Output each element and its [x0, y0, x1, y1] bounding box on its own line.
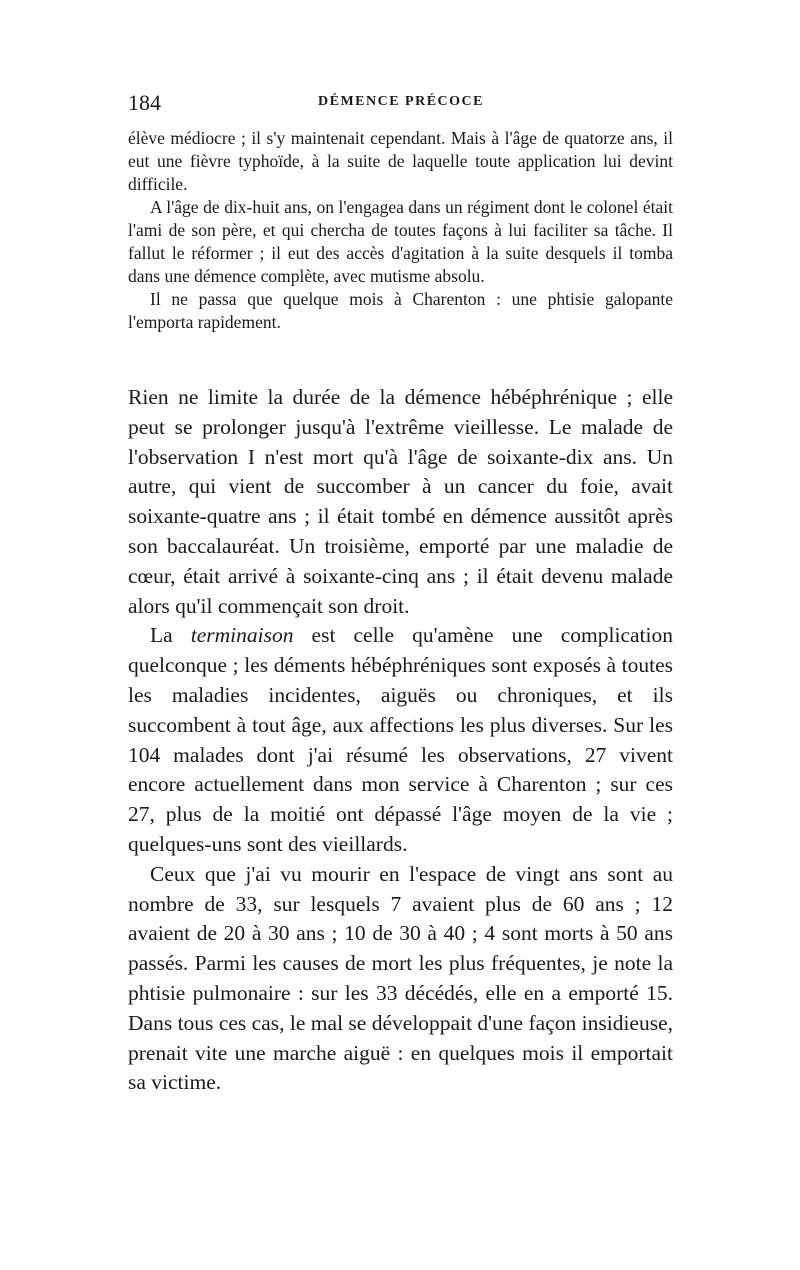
case-note-block: [128, 127, 673, 334]
case-note-paragraph-2: A l'âge de dix-huit ans, on l'engagea dans un régiment dont le colonel était l'ami de son père, et qui chercha de toutes façons à lui faciliter sa tâche. Il fallut le réformer ; il eut des accès d'agitation à la suite desquels il tomba dans une démence complète, avec mutisme absolu.: [128, 197, 673, 286]
running-title: DÉMENCE PRÉCOCE: [318, 94, 485, 109]
case-note-paragraph-3: Il ne passa que quelque mois à Charenton : une phtisie galopante l'emporta rapidement.: [128, 289, 673, 332]
main-paragraph-1: Rien ne limite la durée de la démence hébéphrénique ; elle peut se prolonger jusqu'à l'extrême vieillesse. Le malade de l'observation I n'est mort qu'à l'âge de soixante-dix ans. Un autre, qui vient de succomber à un cancer du foie, avait soixante-quatre ans ; il était tombé en démence aussitôt après son baccalauréat. Un troisième, emporté par une maladie de cœur, était arrivé à soixante-cinq ans ; il était devenu malade alors qu'il commençait son droit.: [128, 385, 673, 618]
case-note-paragraph-1: élève médiocre ; il s'y maintenait cependant. Mais à l'âge de quatorze ans, il eut une fièvre typhoïde, à la suite de laquelle toute application lui devint difficile.: [128, 128, 673, 194]
page-number: 184: [128, 90, 161, 115]
main-paragraph-2-body: est celle qu'amène une complication quelconque ; les déments hébéphréniques sont exposés à toutes les maladies incidentes, aiguës ou chroniques, et ils succombent à tout âge, aux affections les plus diverses. Sur les 104 malades dont j'ai résumé les observations, 27 vivent encore actuellement dans mon service à Charenton ; sur ces 27, plus de la moitié ont dépassé l'âge moyen de la vie ; quelques-uns sont des vieillards.: [128, 623, 673, 856]
main-paragraph-2-lead: La: [150, 623, 173, 648]
main-paragraph-3: Ceux que j'ai vu mourir en l'espace de vingt ans sont au nombre de 33, sur lesquels 7 avaient plus de 60 ans ; 12 avaient de 20 à 30 ans ; 10 de 30 à 40 ; 4 sont morts à 50 ans passés. Parmi les causes de mort les plus fréquentes, je note la phtisie pulmonaire : sur les 33 décédés, elle en a emporté 15. Dans tous ces cas, le mal se développait d'une façon insidieuse, prenait vite une marche aiguë : en quelques mois il emportait sa victime.: [128, 861, 673, 1095]
main-paragraph-2: [128, 621, 673, 859]
page-header: [128, 90, 673, 120]
main-text-block: [128, 383, 673, 1098]
terminaison-term: terminaison: [190, 623, 294, 648]
